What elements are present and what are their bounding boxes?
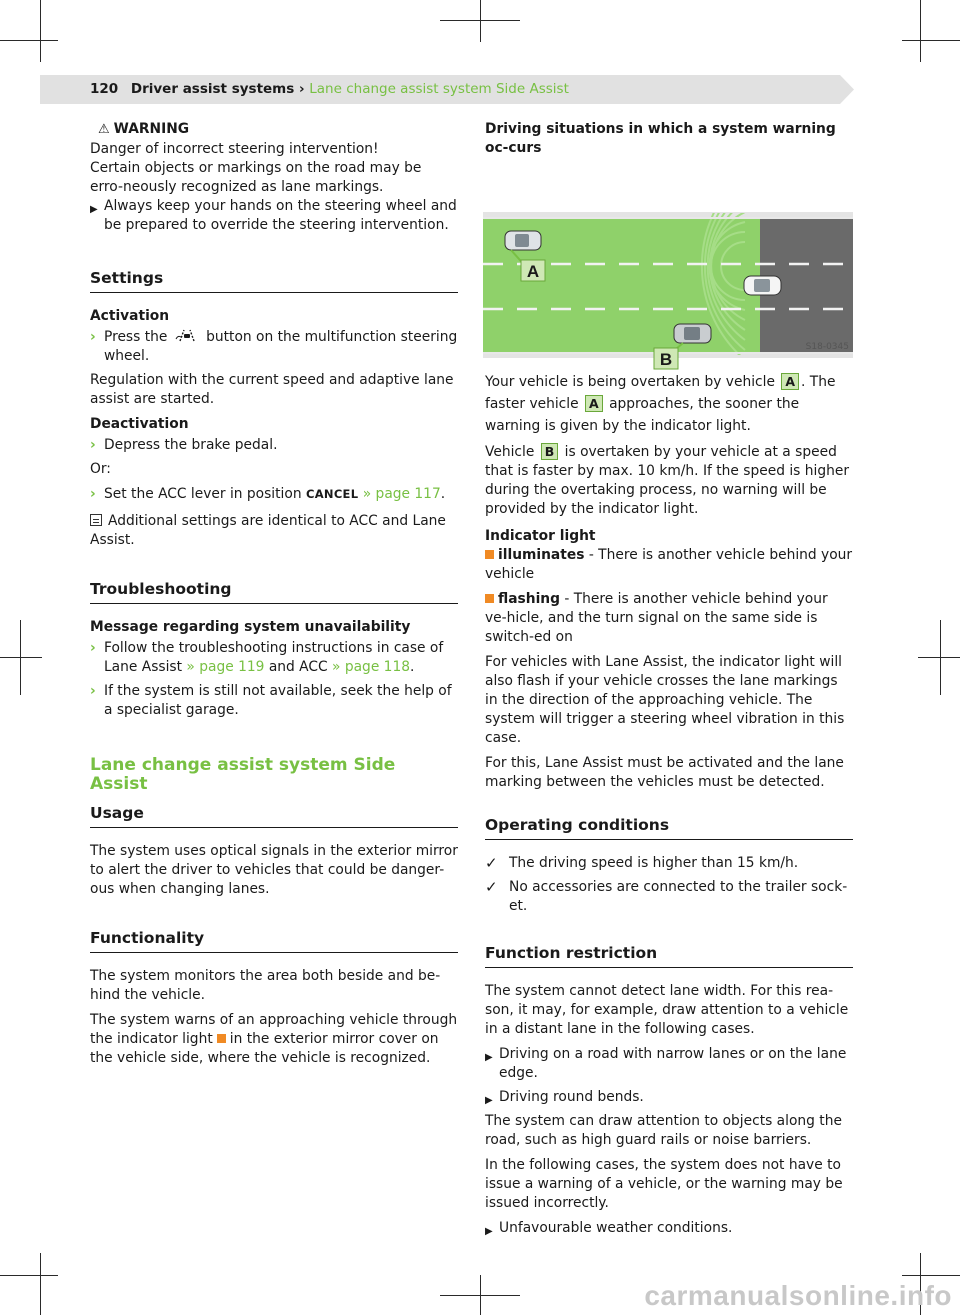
right-column [485, 120, 853, 1243]
page-link[interactable]: » page 118 [332, 659, 411, 675]
usage-heading: Usage [90, 804, 458, 828]
functionality-heading: Functionality [90, 929, 458, 953]
triangle-bullet-icon: ▶ [485, 1226, 493, 1237]
page-link[interactable]: » page 119 [186, 659, 265, 675]
lane-assist-icon [174, 329, 200, 342]
watermark: carmanualsonline.info [644, 1280, 952, 1311]
cancel-label: CANCEL [305, 487, 359, 501]
badge-a: A [781, 373, 799, 390]
crop-mark [40, 1253, 41, 1315]
vehicle-b [674, 324, 711, 343]
illuminates-text: illuminates - There is another vehicle behind your vehicle [485, 547, 853, 582]
breadcrumb-section[interactable]: Driver assist systems [130, 81, 295, 97]
breadcrumb-subsection[interactable]: Lane change assist system Side Assist [309, 81, 569, 97]
triangle-bullet-icon: ▶ [90, 204, 98, 215]
note-text: Additional settings are identical to ACC and Lane Assist. [90, 513, 446, 548]
settings-heading: Settings [90, 269, 458, 293]
situations-title: Driving situations in which a system warning oc-curs [485, 121, 836, 156]
troubleshooting-item: › If the system is still not available, seek the help of a specialist garage. [90, 683, 452, 718]
warning-triangle-icon: ⚠ [98, 122, 110, 137]
own-vehicle [744, 276, 781, 295]
warning-line1: Danger of incorrect steering intervention! [90, 141, 379, 157]
crop-mark [440, 1295, 520, 1296]
warning-line2: Certain objects or markings on the road may be erro-neously recognized as lane markings. [90, 160, 422, 195]
header-arrow [840, 75, 854, 104]
breadcrumb [90, 81, 569, 97]
chevron-right-icon: › [90, 437, 96, 453]
condition-item: ✓ The driving speed is higher than 15 km/h. [485, 854, 799, 872]
deactivation-item: › Depress the brake pedal. [90, 437, 278, 453]
operating-heading: Operating conditions [485, 816, 853, 840]
indicator-light-icon [217, 1034, 226, 1043]
crop-mark [918, 657, 960, 658]
restriction-text: In the following cases, the system does not have to issue a warning of a vehicle, or the warning may be issued incorrectly. [485, 1157, 843, 1211]
page-number: 120 [90, 81, 119, 97]
chevron-right-icon: › [90, 486, 96, 502]
road-illustration [483, 172, 853, 369]
left-column [90, 120, 458, 1074]
usage-text: The system uses optical signals in the exterior mirror to alert the driver to vehicles that could be danger-ous when changing lanes. [90, 843, 458, 897]
restriction-item: ▶ Driving on a road with narrow lanes or on the lane edge. [485, 1046, 847, 1081]
indicator-light-icon [485, 550, 494, 559]
vehicle-b-text: Vehicle B is overtaken by your vehicle at a speed that is faster by max. 10 km/h. If the speed is higher during the overtaking process, no warning will be provided by the indicator light. [485, 444, 849, 517]
badge-a: A [585, 395, 603, 412]
label-a: A [526, 262, 540, 281]
indicator-light-icon [485, 594, 494, 603]
side-assist-figure [483, 172, 853, 369]
chevron-right-icon: › [90, 329, 96, 345]
vehicle-a-text: Your vehicle is being overtaken by vehicle A . The faster vehicle A approaches, the sooner the warning is given by the indicator light. [485, 374, 836, 434]
checkmark-icon: ✓ [485, 878, 498, 896]
restriction-item: ▶ Unfavourable weather conditions. [485, 1219, 853, 1238]
flashing-text: flashing - There is another vehicle behind your ve-hicle, and the turn signal on the same side is switch-ed on [485, 591, 828, 645]
crop-mark [0, 657, 42, 658]
cancel-item: › Set the ACC lever in position CANCEL » page 117. [90, 486, 446, 502]
or-text: Or: [90, 461, 111, 477]
breadcrumb-separator: › [298, 81, 305, 97]
crop-mark [902, 1275, 960, 1276]
chevron-right-icon: › [90, 640, 96, 656]
troubleshooting-heading: Troubleshooting [90, 580, 458, 604]
restriction-heading: Function restriction [485, 944, 853, 968]
crop-mark [0, 40, 58, 41]
condition-item: ✓ No accessories are connected to the trailer sock-et. [485, 878, 848, 914]
functionality-text: The system monitors the area both beside and be-hind the vehicle. [90, 968, 441, 1003]
warning-bullet: ▶ Always keep your hands on the steering wheel and be prepared to override the steering intervention. [90, 198, 457, 233]
vehicle-a [505, 231, 541, 250]
restriction-item: ▶ Driving round bends. [485, 1088, 853, 1107]
chevron-right-icon: › [90, 683, 96, 699]
restriction-text: The system can draw attention to objects along the road, such as high guard rails or noise barriers. [485, 1113, 842, 1148]
checkmark-icon: ✓ [485, 854, 498, 872]
crop-mark [440, 20, 520, 21]
figure-code: S18-0345 [805, 342, 849, 352]
warning-title: ⚠ WARNING [98, 121, 190, 137]
indicator-title: Indicator light [485, 528, 596, 544]
crop-mark [480, 0, 481, 42]
crop-mark [40, 0, 41, 62]
crop-mark [920, 0, 921, 62]
functionality-text: The system warns of an approaching vehicle through the indicator light in the exterior mirror cover on the vehicle side, where the vehicle is recognized. [90, 1012, 458, 1066]
regulation-text: Regulation with the current speed and adaptive lane assist are started. [90, 372, 454, 407]
activation-item: › Press the button on the multifunction steering wheel. [90, 329, 458, 364]
restriction-text: The system cannot detect lane width. For this rea-son, it may, for example, draw attention to a vehicle in a distant lane in the following cases. [485, 983, 849, 1037]
triangle-bullet-icon: ▶ [485, 1052, 493, 1063]
troubleshooting-item: › Follow the troubleshooting instructions in case of Lane Assist » page 119 and ACC » page 118. [90, 640, 444, 675]
lane-assist-text: For vehicles with Lane Assist, the indicator light will also flash if your vehicle crosses the lane markings in the direction of the approaching vehicle. The system will trigger a steering wheel vibration in this case. [485, 654, 845, 746]
activation-title: Activation [90, 308, 170, 324]
warning-box [90, 120, 458, 235]
crop-mark [0, 1275, 58, 1276]
badge-b: B [541, 443, 559, 460]
chapter-title: Lane change assist system Side Assist [90, 755, 396, 794]
triangle-bullet-icon: ▶ [485, 1095, 493, 1106]
note-icon [90, 514, 102, 526]
page-link[interactable]: » page 117 [362, 486, 441, 502]
lane-assist-text: For this, Lane Assist must be activated and the lane marking between the vehicles must be detected. [485, 755, 844, 790]
label-b: B [659, 350, 673, 369]
message-title: Message regarding system unavailability [90, 619, 411, 635]
deactivation-title: Deactivation [90, 416, 189, 432]
crop-mark [902, 40, 960, 41]
